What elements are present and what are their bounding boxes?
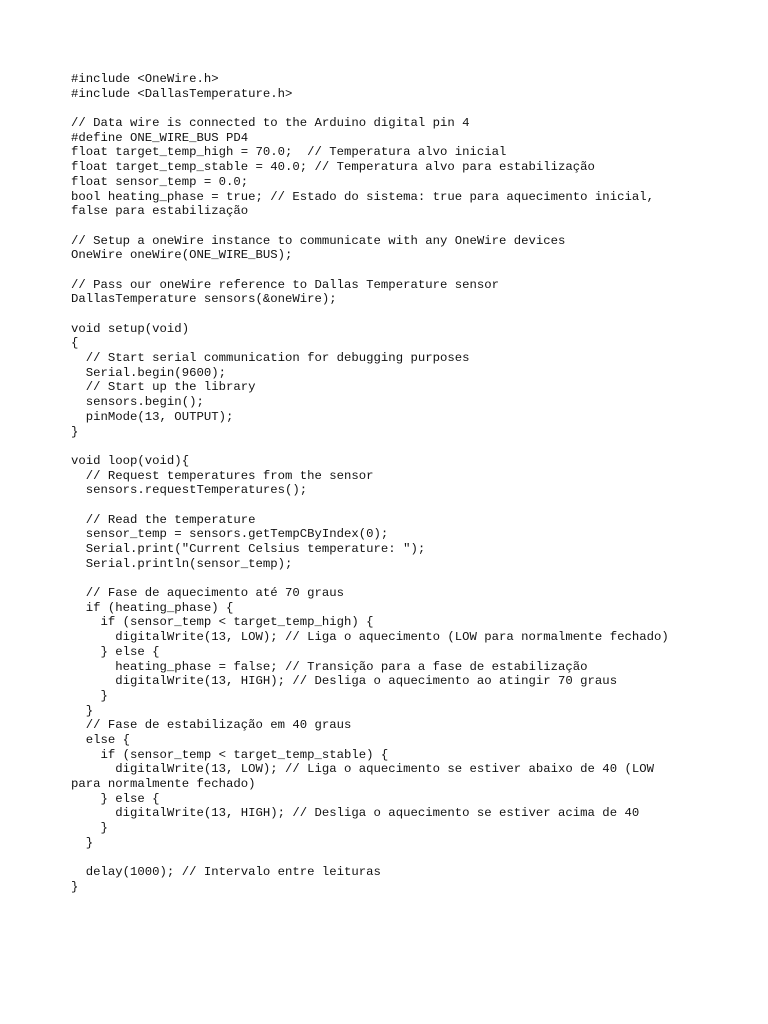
- code-line: Serial.println(sensor_temp);: [71, 556, 293, 571]
- code-line: // Fase de estabilização em 40 graus: [71, 718, 352, 733]
- code-line: sensors.requestTemperatures();: [71, 483, 308, 498]
- code-line: // Data wire is connected to the Arduino digital pin 4: [71, 116, 470, 131]
- code-line: }: [71, 821, 108, 836]
- code-line: } else {: [71, 644, 160, 659]
- code-line: digitalWrite(13, HIGH); // Desliga o aquecimento se estiver acima de 40: [71, 806, 640, 821]
- code-line: void loop(void){: [71, 453, 190, 468]
- code-line: [71, 571, 731, 586]
- code-line: [71, 263, 731, 278]
- code-line: float target_temp_stable = 40.0; // Temperatura alvo para estabilização: [71, 160, 595, 175]
- code-line: } else {: [71, 791, 160, 806]
- code-line: false para estabilização: [71, 204, 249, 219]
- code-line: heating_phase = false; // Transição para a fase de estabilização: [71, 659, 588, 674]
- code-listing: [71, 72, 731, 895]
- code-line: [71, 307, 731, 322]
- code-line: float target_temp_high = 70.0; // Temperatura alvo inicial: [71, 145, 507, 160]
- code-line: float sensor_temp = 0.0;: [71, 174, 249, 189]
- code-line: // Read the temperature: [71, 512, 256, 527]
- code-line: // Fase de aquecimento até 70 graus: [71, 586, 345, 601]
- code-line: void setup(void): [71, 321, 190, 336]
- code-line: [71, 219, 731, 234]
- code-line: [71, 439, 731, 454]
- code-line: para normalmente fechado): [71, 777, 256, 791]
- code-line: DallasTemperature sensors(&oneWire);: [71, 292, 337, 307]
- code-line: #include <OneWire.h>: [71, 72, 219, 86]
- code-line: digitalWrite(13, HIGH); // Desliga o aquecimento ao atingir 70 graus: [71, 674, 618, 689]
- code-line: }: [71, 424, 79, 439]
- code-line: pinMode(13, OUTPUT);: [71, 409, 234, 424]
- code-line: [71, 498, 731, 513]
- code-line: }: [71, 703, 94, 718]
- code-line: OneWire oneWire(ONE_WIRE_BUS);: [71, 248, 293, 263]
- code-line: // Request temperatures from the sensor: [71, 468, 374, 483]
- code-line: delay(1000); // Intervalo entre leituras: [71, 865, 381, 880]
- code-line: // Start serial communication for debugging purposes: [71, 351, 470, 366]
- code-line: digitalWrite(13, LOW); // Liga o aquecimento (LOW para normalmente fechado): [71, 630, 669, 645]
- code-line: if (sensor_temp < target_temp_high) {: [71, 615, 374, 630]
- code-line: {: [71, 336, 79, 351]
- code-line: bool heating_phase = true; // Estado do sistema: true para aquecimento inicial,: [71, 189, 654, 204]
- code-line: [71, 850, 731, 865]
- code-line: if (heating_phase) {: [71, 600, 234, 615]
- code-line: // Pass our oneWire reference to Dallas Temperature sensor: [71, 277, 500, 292]
- code-line: #define ONE_WIRE_BUS PD4: [71, 130, 249, 145]
- code-line: sensor_temp = sensors.getTempCByIndex(0);: [71, 527, 389, 542]
- code-line: Serial.begin(9600);: [71, 365, 226, 380]
- code-line: sensors.begin();: [71, 395, 204, 410]
- code-line: // Setup a oneWire instance to communicate with any OneWire devices: [71, 233, 566, 248]
- code-line: Serial.print("Current Celsius temperature: ");: [71, 542, 426, 556]
- code-line: else {: [71, 732, 131, 747]
- code-line: digitalWrite(13, LOW); // Liga o aquecimento se estiver abaixo de 40 (LOW: [71, 762, 654, 777]
- code-line: }: [71, 879, 79, 894]
- code-line: #include <DallasTemperature.h>: [71, 86, 293, 101]
- code-line: // Start up the library: [71, 380, 256, 395]
- code-line: }: [71, 688, 108, 703]
- code-line: if (sensor_temp < target_temp_stable) {: [71, 747, 389, 762]
- code-line: [71, 101, 731, 116]
- code-line: }: [71, 835, 94, 850]
